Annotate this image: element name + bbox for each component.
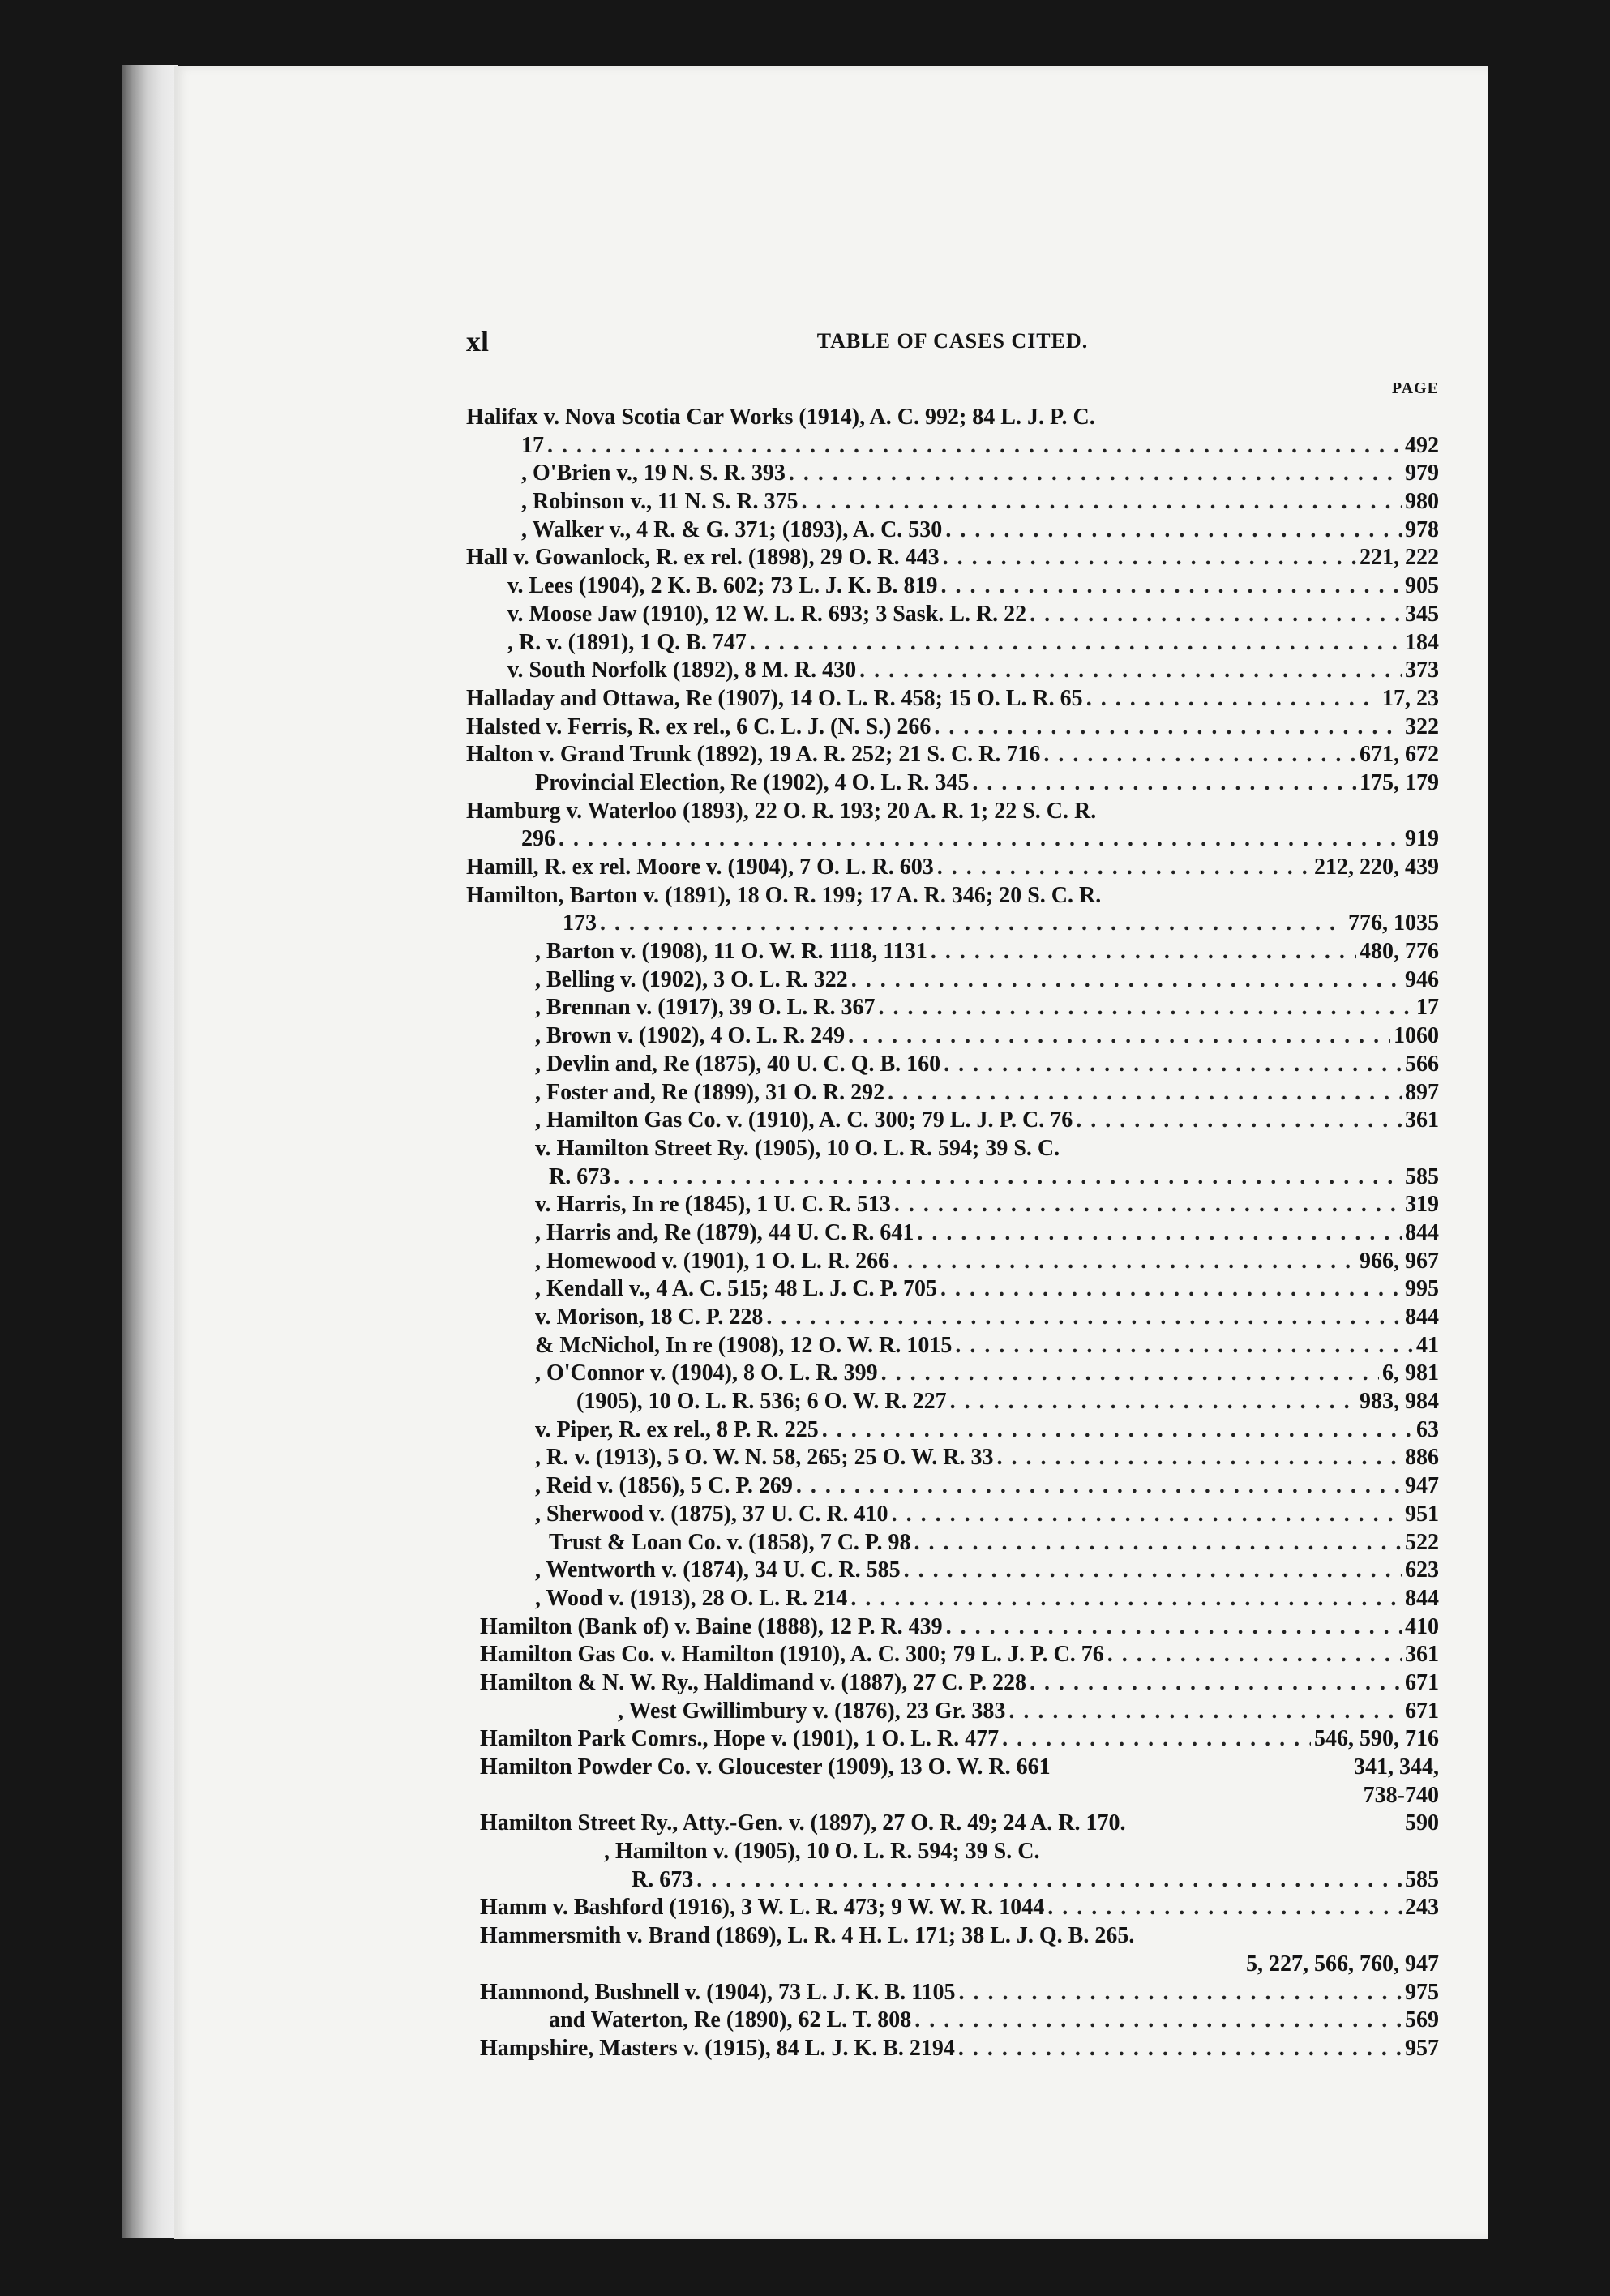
case-list bbox=[466, 404, 1439, 2063]
case-entry bbox=[466, 516, 1439, 545]
case-citation: (1905), 10 O. L. R. 536; 6 O. W. R. 227 bbox=[576, 1389, 947, 1415]
case-entry bbox=[466, 1304, 1439, 1332]
dot-leader bbox=[766, 1304, 1402, 1332]
case-citation: v. Harris, In re (1845), 1 U. C. R. 513 bbox=[535, 1192, 891, 1218]
dot-leader bbox=[802, 488, 1402, 516]
case-citation: , Sherwood v. (1875), 37 U. C. R. 410 bbox=[535, 1501, 888, 1527]
case-citation: Hamm v. Bashford (1916), 3 W. L. R. 473; 9 W. W. R. 1044 bbox=[480, 1895, 1045, 1921]
case-entry bbox=[466, 1332, 1439, 1360]
page-reference: 6, 981 bbox=[1382, 1360, 1439, 1386]
case-citation: , Foster and, Re (1899), 31 O. R. 292 bbox=[535, 1079, 885, 1105]
dot-leader bbox=[1002, 1725, 1311, 1754]
page-reference: 569 bbox=[1405, 2007, 1439, 2033]
dot-leader bbox=[937, 854, 1311, 882]
page-reference: 480, 776 bbox=[1360, 939, 1439, 965]
page-reference: 983, 984 bbox=[1360, 1389, 1439, 1415]
case-citation: Hamilton, Barton v. (1891), 18 O. R. 199; 17 A. R. 346; 20 S. C. R. bbox=[466, 882, 1102, 908]
case-entry bbox=[466, 713, 1439, 742]
case-citation: , R. v. (1891), 1 Q. B. 747 bbox=[507, 629, 747, 655]
page-reference: 979 bbox=[1405, 460, 1439, 486]
case-citation: , Brennan v. (1917), 39 O. L. R. 367 bbox=[535, 995, 876, 1021]
case-citation: Halsted v. Ferris, R. ex rel., 6 C. L. J. (N. S.) 266 bbox=[466, 713, 931, 739]
page-reference: 590 bbox=[1405, 1810, 1439, 1836]
page-reference: 844 bbox=[1405, 1304, 1439, 1330]
case-citation: v. Hamilton Street Ry. (1905), 10 O. L. R. 594; 39 S. C. bbox=[535, 1135, 1060, 1161]
case-entry bbox=[466, 1275, 1439, 1304]
page-reference: 361 bbox=[1405, 1642, 1439, 1668]
dot-leader bbox=[904, 1557, 1402, 1585]
page-header bbox=[466, 324, 1439, 365]
case-citation: Hamilton Powder Co. v. Gloucester (1909), 13 O. W. R. 661 bbox=[480, 1754, 1051, 1780]
dot-leader bbox=[879, 994, 1413, 1022]
page-reference: 919 bbox=[1405, 826, 1439, 852]
case-entry bbox=[466, 1725, 1439, 1754]
case-entry bbox=[466, 1669, 1439, 1698]
dot-leader bbox=[914, 1529, 1402, 1557]
case-citation: Hall v. Gowanlock, R. ex rel. (1898), 29 O. R. 443 bbox=[466, 545, 940, 571]
case-entry bbox=[466, 601, 1439, 629]
case-entry bbox=[466, 572, 1439, 601]
case-entry bbox=[466, 1698, 1439, 1726]
dot-leader bbox=[946, 1613, 1402, 1642]
page-reference: 738-740 bbox=[1363, 1782, 1439, 1808]
case-entry bbox=[466, 2035, 1439, 2063]
case-entry bbox=[466, 1529, 1439, 1557]
case-entry bbox=[466, 1444, 1439, 1472]
dot-leader bbox=[859, 657, 1402, 685]
page-reference: 41 bbox=[1416, 1332, 1439, 1358]
case-entry bbox=[466, 657, 1439, 685]
case-entry bbox=[466, 544, 1439, 572]
case-citation: Hampshire, Masters v. (1915), 84 L. J. K. B. 2194 bbox=[480, 2035, 955, 2061]
page-reference: 492 bbox=[1405, 432, 1439, 458]
dot-leader bbox=[931, 938, 1356, 966]
page-content bbox=[466, 324, 1439, 2063]
case-citation: , Barton v. (1908), 11 O. W. R. 1118, 1131 bbox=[535, 939, 927, 965]
case-entry bbox=[466, 1107, 1439, 1135]
dot-leader bbox=[851, 966, 1402, 995]
dot-leader bbox=[1030, 601, 1402, 629]
page-reference: 957 bbox=[1405, 2035, 1439, 2061]
case-entry bbox=[466, 1051, 1439, 1079]
case-citation: , Wentworth v. (1874), 34 U. C. R. 585 bbox=[535, 1557, 901, 1583]
dot-leader bbox=[822, 1416, 1413, 1445]
case-citation: v. Moose Jaw (1910), 12 W. L. R. 693; 3 Sask. L. R. 22 bbox=[507, 601, 1027, 627]
case-citation: Hamill, R. ex rel. Moore v. (1904), 7 O. L. R. 603 bbox=[466, 855, 934, 880]
case-citation: v. South Norfolk (1892), 8 M. R. 430 bbox=[507, 658, 857, 683]
case-citation: 296 bbox=[521, 826, 555, 852]
page-reference: 585 bbox=[1405, 1163, 1439, 1189]
case-citation: v. Piper, R. ex rel., 8 P. R. 225 bbox=[535, 1416, 819, 1442]
page-reference: 17 bbox=[1416, 995, 1439, 1021]
dot-leader bbox=[750, 629, 1402, 658]
dot-leader bbox=[1043, 741, 1356, 769]
page-reference: 319 bbox=[1405, 1192, 1439, 1218]
case-entry bbox=[466, 629, 1439, 658]
case-citation: , O'Brien v., 19 N. S. R. 393 bbox=[521, 460, 786, 486]
case-entry bbox=[466, 685, 1439, 713]
page-reference: 17, 23 bbox=[1382, 685, 1439, 711]
page-reference: 966, 967 bbox=[1360, 1248, 1439, 1274]
dot-leader bbox=[559, 825, 1402, 854]
case-entry bbox=[466, 1979, 1439, 2007]
page-reference: 671 bbox=[1405, 1669, 1439, 1695]
page-reference: 175, 179 bbox=[1360, 769, 1439, 795]
page-reference: 978 bbox=[1405, 516, 1439, 542]
dot-leader bbox=[1030, 1669, 1402, 1698]
case-entry bbox=[466, 798, 1439, 826]
case-entry bbox=[466, 1782, 1439, 1810]
case-citation: Halladay and Ottawa, Re (1907), 14 O. L. R. 458; 15 O. L. R. 65 bbox=[466, 685, 1083, 711]
page-reference: 212, 220, 439 bbox=[1314, 855, 1439, 880]
case-entry bbox=[466, 938, 1439, 966]
case-entry bbox=[466, 1894, 1439, 1922]
case-entry bbox=[466, 966, 1439, 995]
running-title: TABLE OF CASES CITED. bbox=[816, 329, 1089, 353]
page-reference: 585 bbox=[1405, 1866, 1439, 1892]
dot-leader bbox=[696, 1866, 1402, 1895]
case-entry bbox=[466, 1219, 1439, 1248]
case-citation: Hamilton Park Comrs., Hope v. (1901), 1 O. L. R. 477 bbox=[480, 1726, 1000, 1752]
case-entry bbox=[466, 1360, 1439, 1388]
dot-leader bbox=[934, 713, 1402, 742]
case-citation: Hamilton Gas Co. v. Hamilton (1910), A. C. 300; 79 L. J. P. C. 76 bbox=[480, 1642, 1104, 1668]
page-number: xl bbox=[466, 325, 490, 358]
case-entry bbox=[466, 432, 1439, 460]
dot-leader bbox=[943, 544, 1356, 572]
case-entry bbox=[466, 1922, 1439, 1951]
case-citation: Hammond, Bushnell v. (1904), 73 L. J. K. B. 1105 bbox=[480, 1979, 956, 2005]
binding-edge bbox=[122, 65, 178, 2238]
page-reference: 897 bbox=[1405, 1079, 1439, 1105]
case-citation: , Kendall v., 4 A. C. 515; 48 L. J. C. P. 705 bbox=[535, 1276, 938, 1302]
case-citation: Halifax v. Nova Scotia Car Works (1914), A. C. 992; 84 L. J. P. C. bbox=[466, 405, 1095, 430]
page-reference: 844 bbox=[1405, 1585, 1439, 1611]
page-reference: 980 bbox=[1405, 489, 1439, 515]
dot-leader bbox=[945, 516, 1402, 545]
page-reference: 410 bbox=[1405, 1613, 1439, 1639]
case-citation: , Reid v. (1856), 5 C. P. 269 bbox=[535, 1473, 793, 1499]
dot-leader bbox=[1086, 685, 1379, 713]
case-entry bbox=[466, 1388, 1439, 1416]
page-reference: 184 bbox=[1405, 629, 1439, 655]
case-citation: Hamburg v. Waterloo (1893), 22 O. R. 193; 20 A. R. 1; 22 S. C. R. bbox=[466, 798, 1097, 824]
case-citation: Trust & Loan Co. v. (1858), 7 C. P. 98 bbox=[549, 1529, 911, 1555]
page-reference: 623 bbox=[1405, 1557, 1439, 1583]
page-reference: 373 bbox=[1405, 658, 1439, 683]
case-citation: , Belling v. (1902), 3 O. L. R. 322 bbox=[535, 966, 848, 992]
page-reference: 63 bbox=[1416, 1416, 1439, 1442]
dot-leader bbox=[972, 769, 1356, 798]
page-reference: 844 bbox=[1405, 1219, 1439, 1245]
case-citation: , O'Connor v. (1904), 8 O. L. R. 399 bbox=[535, 1360, 878, 1386]
case-citation: Halton v. Grand Trunk (1892), 19 A. R. 252; 21 S. C. R. 716 bbox=[466, 742, 1041, 768]
case-citation: , Homewood v. (1901), 1 O. L. R. 266 bbox=[535, 1248, 890, 1274]
case-citation: , West Gwillimbury v. (1876), 23 Gr. 383 bbox=[618, 1698, 1006, 1724]
page-reference: 947 bbox=[1405, 1473, 1439, 1499]
case-citation: , R. v. (1913), 5 O. W. N. 58, 265; 25 O. W. R. 33 bbox=[535, 1445, 994, 1471]
case-entry bbox=[466, 825, 1439, 854]
case-entry bbox=[466, 2007, 1439, 2035]
dot-leader bbox=[850, 1585, 1402, 1613]
case-citation: v. Lees (1904), 2 K. B. 602; 73 L. J. K. B. 819 bbox=[507, 573, 938, 599]
page-reference: 345 bbox=[1405, 601, 1439, 627]
dot-leader bbox=[997, 1444, 1402, 1472]
page-reference: 566 bbox=[1405, 1051, 1439, 1077]
dot-leader bbox=[940, 572, 1402, 601]
case-citation: , Hamilton v. (1905), 10 O. L. R. 594; 39 S. C. bbox=[604, 1839, 1040, 1865]
case-entry bbox=[466, 1079, 1439, 1107]
page-reference: 995 bbox=[1405, 1276, 1439, 1302]
case-citation: and Waterton, Re (1890), 62 L. T. 808 bbox=[549, 2007, 912, 2033]
case-entry bbox=[466, 460, 1439, 488]
page-reference: 243 bbox=[1405, 1895, 1439, 1921]
case-entry bbox=[466, 854, 1439, 882]
dot-leader bbox=[893, 1248, 1356, 1276]
page-reference: 671 bbox=[1405, 1698, 1439, 1724]
page-column-label: PAGE bbox=[1391, 379, 1439, 397]
case-entry bbox=[466, 1416, 1439, 1445]
case-citation: , Devlin and, Re (1875), 40 U. C. Q. B. 160 bbox=[535, 1051, 941, 1077]
case-entry bbox=[466, 1585, 1439, 1613]
case-entry bbox=[466, 910, 1439, 938]
case-entry bbox=[466, 1135, 1439, 1163]
case-entry bbox=[466, 994, 1439, 1022]
dot-leader bbox=[940, 1275, 1402, 1304]
dot-leader bbox=[848, 1022, 1390, 1051]
case-citation: 173 bbox=[563, 910, 597, 936]
dot-leader bbox=[1076, 1107, 1402, 1135]
page-reference: 322 bbox=[1405, 713, 1439, 739]
case-entry bbox=[466, 1866, 1439, 1895]
page-reference: 522 bbox=[1405, 1529, 1439, 1555]
dot-leader bbox=[917, 1219, 1402, 1248]
case-citation: , Robinson v., 11 N. S. R. 375 bbox=[521, 489, 799, 515]
case-citation: Hamilton Street Ry., Atty.-Gen. v. (1897), 27 O. R. 49; 24 A. R. 170. bbox=[480, 1810, 1126, 1836]
case-entry bbox=[466, 1191, 1439, 1219]
dot-leader bbox=[914, 2007, 1402, 2035]
page-reference: 776, 1035 bbox=[1348, 910, 1439, 936]
page-reference: 221, 222 bbox=[1360, 545, 1439, 571]
case-entry bbox=[466, 1248, 1439, 1276]
page-reference: 361 bbox=[1405, 1107, 1439, 1133]
case-entry bbox=[466, 1613, 1439, 1642]
page-reference: 1060 bbox=[1394, 1023, 1439, 1049]
dot-leader bbox=[789, 460, 1402, 488]
case-citation: , Harris and, Re (1879), 44 U. C. R. 641 bbox=[535, 1219, 914, 1245]
case-entry bbox=[466, 882, 1439, 910]
dot-leader bbox=[614, 1163, 1402, 1192]
page-reference: 951 bbox=[1405, 1501, 1439, 1527]
case-entry bbox=[466, 1838, 1439, 1866]
page-reference: 546, 590, 716 bbox=[1314, 1726, 1439, 1752]
page-reference: 975 bbox=[1405, 1979, 1439, 2005]
page-reference: 905 bbox=[1405, 573, 1439, 599]
page-reference: 886 bbox=[1405, 1445, 1439, 1471]
case-entry bbox=[466, 404, 1439, 432]
dot-leader bbox=[958, 2035, 1402, 2063]
case-entry bbox=[466, 488, 1439, 516]
case-citation: , Wood v. (1913), 28 O. L. R. 214 bbox=[535, 1585, 848, 1611]
case-citation: Hamilton (Bank of) v. Baine (1888), 12 P. R. 439 bbox=[480, 1613, 943, 1639]
dot-leader bbox=[959, 1979, 1402, 2007]
dot-leader bbox=[944, 1051, 1402, 1079]
page-reference: 946 bbox=[1405, 966, 1439, 992]
page-reference: 671, 672 bbox=[1360, 742, 1439, 768]
case-citation: Hamilton & N. W. Ry., Haldimand v. (1887), 27 C. P. 228 bbox=[480, 1669, 1026, 1695]
dot-leader bbox=[950, 1388, 1356, 1416]
dot-leader bbox=[892, 1501, 1402, 1529]
case-citation: R. 673 bbox=[632, 1866, 694, 1892]
dot-leader bbox=[796, 1472, 1402, 1501]
case-citation: R. 673 bbox=[549, 1163, 611, 1189]
case-citation: , Hamilton Gas Co. v. (1910), A. C. 300; 79 L. J. P. C. 76 bbox=[535, 1107, 1073, 1133]
dot-leader bbox=[955, 1332, 1413, 1360]
case-citation: & McNichol, In re (1908), 12 O. W. R. 1015 bbox=[535, 1332, 953, 1358]
case-entry bbox=[466, 1557, 1439, 1585]
dot-leader bbox=[600, 910, 1345, 938]
page-reference: 341, 344, bbox=[1354, 1754, 1439, 1780]
dot-leader bbox=[547, 432, 1402, 460]
case-entry bbox=[466, 1163, 1439, 1192]
dot-leader bbox=[881, 1360, 1379, 1388]
dot-leader bbox=[1047, 1894, 1402, 1922]
dot-leader bbox=[888, 1079, 1402, 1107]
case-entry bbox=[466, 1951, 1439, 1979]
case-citation: v. Morison, 18 C. P. 228 bbox=[535, 1304, 764, 1330]
case-citation: Hammersmith v. Brand (1869), L. R. 4 H. L. 171; 38 L. J. Q. B. 265. bbox=[480, 1923, 1135, 1949]
case-entry bbox=[466, 769, 1439, 798]
case-entry bbox=[466, 1472, 1439, 1501]
case-entry bbox=[466, 741, 1439, 769]
case-citation: , Walker v., 4 R. & G. 371; (1893), A. C. 530 bbox=[521, 516, 943, 542]
case-entry bbox=[466, 1754, 1439, 1782]
case-citation: , Brown v. (1902), 4 O. L. R. 249 bbox=[535, 1023, 846, 1049]
case-citation: Provincial Election, Re (1902), 4 O. L. R. 345 bbox=[535, 769, 970, 795]
case-citation: 17 bbox=[521, 432, 544, 458]
case-entry bbox=[466, 1641, 1439, 1669]
dot-leader bbox=[1008, 1698, 1402, 1726]
dot-leader bbox=[1107, 1641, 1402, 1669]
dot-leader bbox=[894, 1191, 1402, 1219]
case-entry bbox=[466, 1810, 1439, 1838]
case-entry bbox=[466, 1022, 1439, 1051]
page-reference: 5, 227, 566, 760, 947 bbox=[1246, 1951, 1439, 1977]
case-entry bbox=[466, 1501, 1439, 1529]
